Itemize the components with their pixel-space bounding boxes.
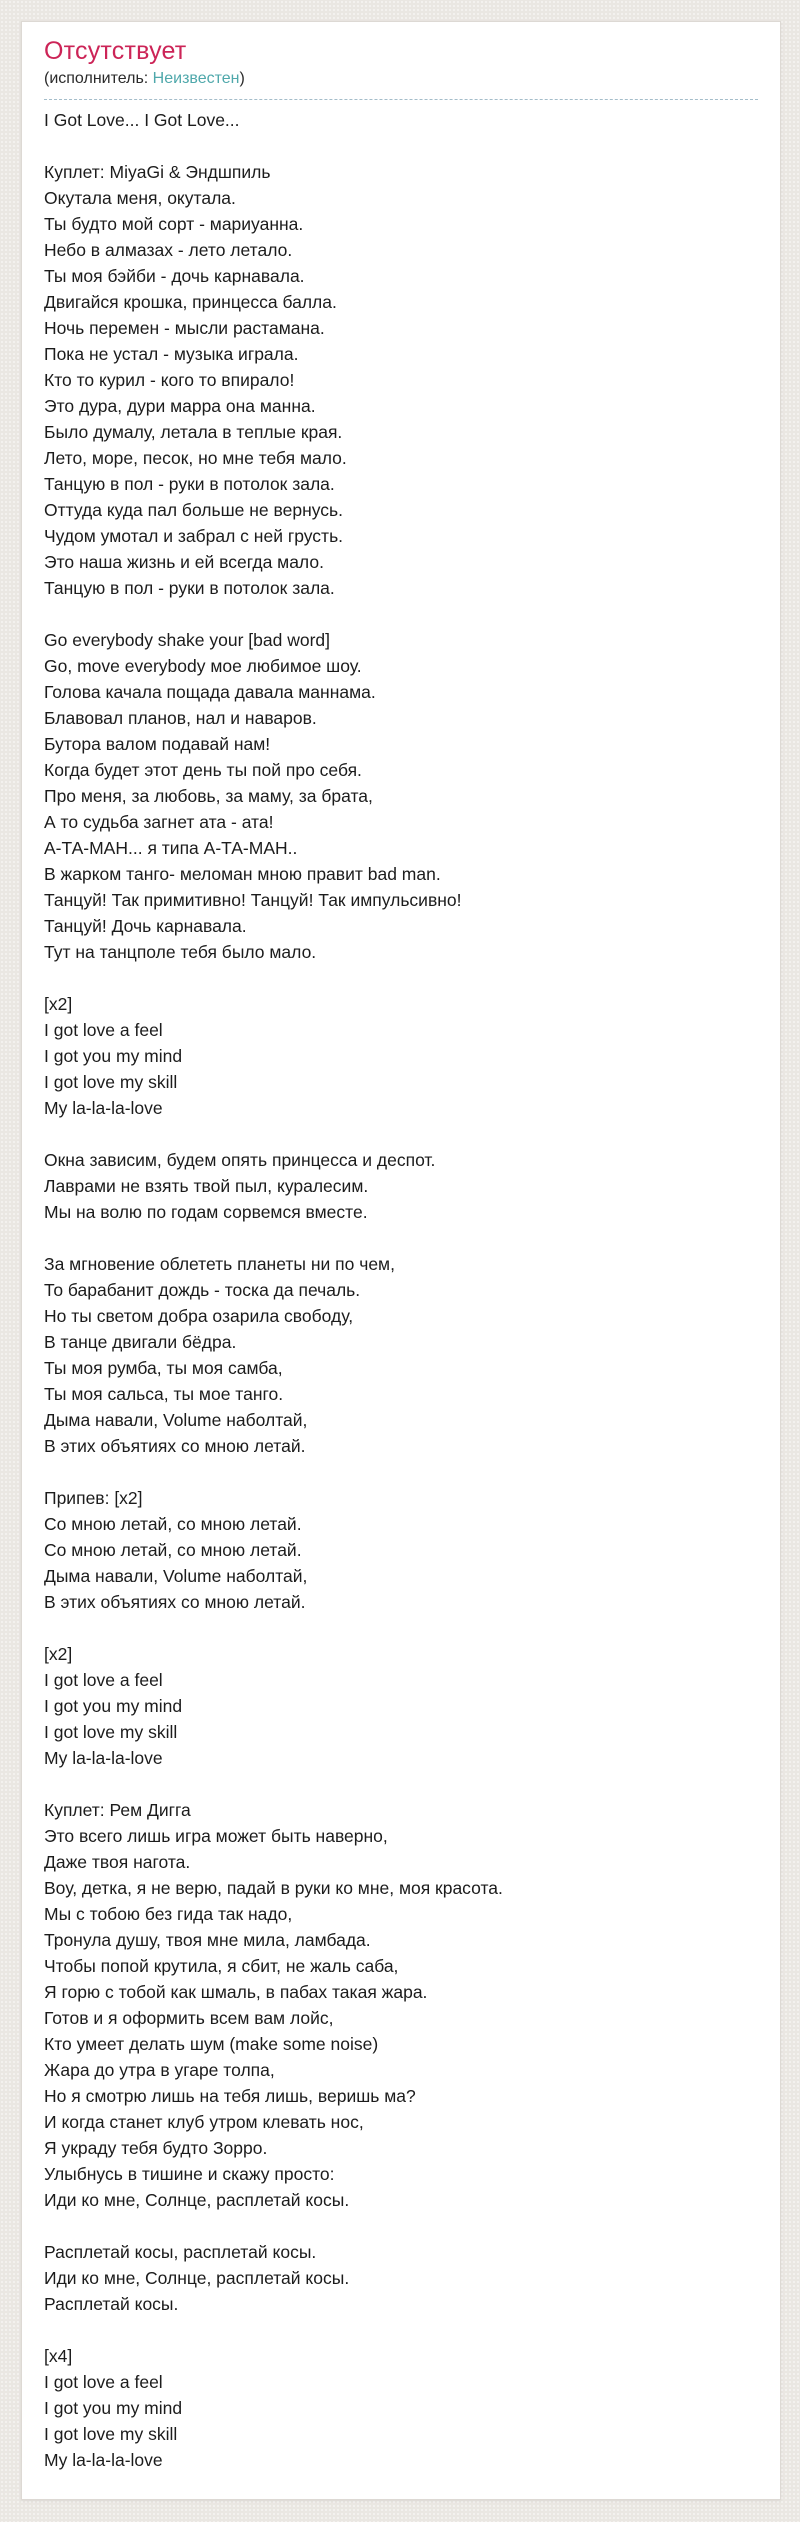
lyrics-line: Жара до утра в угаре толпа, xyxy=(44,2060,275,2080)
lyrics-line: Мы с тобою без гида так надо, xyxy=(44,1904,293,1924)
lyrics-line: Ночь перемен - мысли растамана. xyxy=(44,318,325,338)
lyrics-line: Лето, море, песок, но мне тебя мало. xyxy=(44,448,347,468)
lyrics-line: В этих объятиях со мною летай. xyxy=(44,1436,306,1456)
lyrics-line xyxy=(44,133,758,159)
artist-link[interactable]: Неизвестен xyxy=(152,70,240,87)
lyrics-line xyxy=(44,2213,758,2239)
lyrics-line: А то судьба загнет ата - ата! xyxy=(44,812,274,832)
lyrics-line: Чтобы попой крутила, я сбит, не жаль саба, xyxy=(44,1956,399,1976)
lyrics-line: В танце двигали бёдра. xyxy=(44,1332,237,1352)
lyrics-line: Оттуда куда пал больше не вернусь. xyxy=(44,500,344,520)
lyrics-line: Ты моя бэйби - дочь карнавала. xyxy=(44,266,305,286)
lyrics-line: За мгновение облететь планеты ни по чем, xyxy=(44,1254,395,1274)
lyrics-line: Окна зависим, будем опять принцесса и деспот. xyxy=(44,1150,436,1170)
lyrics-line: Расплетай косы. xyxy=(44,2294,179,2314)
lyrics-line: Улыбнусь в тишине и скажу просто: xyxy=(44,2164,335,2184)
lyrics-line xyxy=(44,965,758,991)
lyrics-line: Ты моя сальса, ты мое танго. xyxy=(44,1384,284,1404)
lyrics-line: Иди ко мне, Солнце, расплетай косы. xyxy=(44,2268,350,2288)
lyrics-line: [x4] xyxy=(44,2346,73,2366)
lyrics-line: И когда станет клуб утром клевать нос, xyxy=(44,2112,364,2132)
lyrics-line: То барабанит дождь - тоска да печаль. xyxy=(44,1280,361,1300)
lyrics-line: Танцую в пол - руки в потолок зала. xyxy=(44,474,335,494)
lyrics-line: Пока не устал - музыка играла. xyxy=(44,344,299,364)
lyrics-line: Куплет: MiyaGi & Эндшпиль xyxy=(44,162,271,182)
lyrics-line: Блавовал планов, нал и наваров. xyxy=(44,708,317,728)
artist-label-suffix: ) xyxy=(239,70,245,87)
lyrics-line: I got you my mind xyxy=(44,1696,183,1716)
lyrics-line: Готов и я оформить всем вам лойс, xyxy=(44,2008,334,2028)
lyrics-line: В жарком танго- меломан мною правит bad man. xyxy=(44,864,441,884)
lyrics-line xyxy=(44,1225,758,1251)
lyrics-line: I got love my skill xyxy=(44,2424,178,2444)
lyrics-line: В этих объятиях со мною летай. xyxy=(44,1592,306,1612)
lyrics-line: [x2] xyxy=(44,1644,73,1664)
lyrics-line: Но я смотрю лишь на тебя лишь, веришь ма? xyxy=(44,2086,416,2106)
lyrics-line xyxy=(44,1121,758,1147)
lyrics-line: I got love a feel xyxy=(44,1670,163,1690)
lyrics-line: Иди ко мне, Солнце, расплетай косы. xyxy=(44,2190,350,2210)
lyrics-line: I got you my mind xyxy=(44,2398,183,2418)
lyrics-line: Расплетай косы, расплетай косы. xyxy=(44,2242,317,2262)
lyrics-line: Танцуй! Дочь карнавала. xyxy=(44,916,247,936)
lyrics-line: Небо в алмазах - лето летало. xyxy=(44,240,293,260)
lyrics-line: Двигайся крошка, принцесса балла. xyxy=(44,292,337,312)
lyrics-line: Дыма навали, Volume наболтай, xyxy=(44,1410,308,1430)
lyrics-line: Окутала меня, окутала. xyxy=(44,188,236,208)
lyrics-line xyxy=(44,1615,758,1641)
lyrics-line: I got love a feel xyxy=(44,2372,163,2392)
lyrics-line: Кто то курил - кого то впирало! xyxy=(44,370,295,390)
song-header xyxy=(44,22,758,100)
lyrics-card xyxy=(21,21,781,2500)
lyrics-line: My la-la-la-love xyxy=(44,2450,163,2470)
lyrics-line: Это наша жизнь и ей всегда мало. xyxy=(44,552,324,572)
lyrics-line: Со мною летай, со мною летай. xyxy=(44,1540,302,1560)
lyrics-line: I Got Love... I Got Love... xyxy=(44,110,240,130)
lyrics-line: Тронула душу, твоя мне мила, ламбада. xyxy=(44,1930,371,1950)
lyrics-line xyxy=(44,601,758,627)
lyrics-line: Бутора валом подавай нам! xyxy=(44,734,271,754)
lyrics-line: Даже твоя нагота. xyxy=(44,1852,191,1872)
lyrics-line: I got you my mind xyxy=(44,1046,183,1066)
lyrics-line: Припев: [x2] xyxy=(44,1488,143,1508)
lyrics-line: Воу, детка, я не верю, падай в руки ко мне, моя красота. xyxy=(44,1878,503,1898)
lyrics-line: А-ТА-МАН... я типа А-ТА-МАН.. xyxy=(44,838,298,858)
lyrics-line: Про меня, за любовь, за маму, за брата, xyxy=(44,786,373,806)
lyrics-line: Танцую в пол - руки в потолок зала. xyxy=(44,578,335,598)
lyrics-line: Было думалу, летала в теплые края. xyxy=(44,422,343,442)
lyrics-line: Я украду тебя будто Зорро. xyxy=(44,2138,268,2158)
lyrics-line: Дыма навали, Volume наболтай, xyxy=(44,1566,308,1586)
lyrics-line xyxy=(44,1771,758,1797)
lyrics-line: Go everybody shake your [bad word] xyxy=(44,630,330,650)
lyrics-line: Ты моя румба, ты моя самба, xyxy=(44,1358,283,1378)
artist-line xyxy=(44,69,758,89)
lyrics-line xyxy=(44,2317,758,2343)
lyrics-line: Это дура, дури марра она манна. xyxy=(44,396,316,416)
lyrics-line: Ты будто мой сорт - мариуанна. xyxy=(44,214,304,234)
lyrics-line: My la-la-la-love xyxy=(44,1748,163,1768)
lyrics-line: Тут на танцполе тебя было мало. xyxy=(44,942,317,962)
lyrics-line: Со мною летай, со мною летай. xyxy=(44,1514,302,1534)
lyrics-line: Голова качала пощада давала маннама. xyxy=(44,682,376,702)
lyrics-line xyxy=(44,1459,758,1485)
lyrics-line: Go, move everybody мое любимое шоу. xyxy=(44,656,362,676)
lyrics-line: Чудом умотал и забрал с ней грусть. xyxy=(44,526,344,546)
lyrics-text xyxy=(44,107,758,2473)
lyrics-line: Лаврами не взять твой пыл, куралесим. xyxy=(44,1176,369,1196)
lyrics-line: [x2] xyxy=(44,994,73,1014)
lyrics-line: Но ты светом добра озарила свободу, xyxy=(44,1306,354,1326)
lyrics-line: Танцуй! Так примитивно! Танцуй! Так импульсивно! xyxy=(44,890,462,910)
lyrics-line: Я горю с тобой как шмаль, в пабах такая жара. xyxy=(44,1982,428,2002)
lyrics-line: Это всего лишь игра может быть наверно, xyxy=(44,1826,388,1846)
artist-label-prefix: (исполнитель: xyxy=(44,70,153,87)
lyrics-line: Мы на волю по годам сорвемся вместе. xyxy=(44,1202,368,1222)
lyrics-line: Куплет: Рем Дигга xyxy=(44,1800,191,1820)
lyrics-line: I got love my skill xyxy=(44,1072,178,1092)
lyrics-line: Когда будет этот день ты пой про себя. xyxy=(44,760,362,780)
song-title: Отсутствует xyxy=(44,37,187,65)
lyrics-line: My la-la-la-love xyxy=(44,1098,163,1118)
lyrics-line: Кто умеет делать шум (make some noise) xyxy=(44,2034,379,2054)
lyrics-line: I got love a feel xyxy=(44,1020,163,1040)
lyrics-line: I got love my skill xyxy=(44,1722,178,1742)
